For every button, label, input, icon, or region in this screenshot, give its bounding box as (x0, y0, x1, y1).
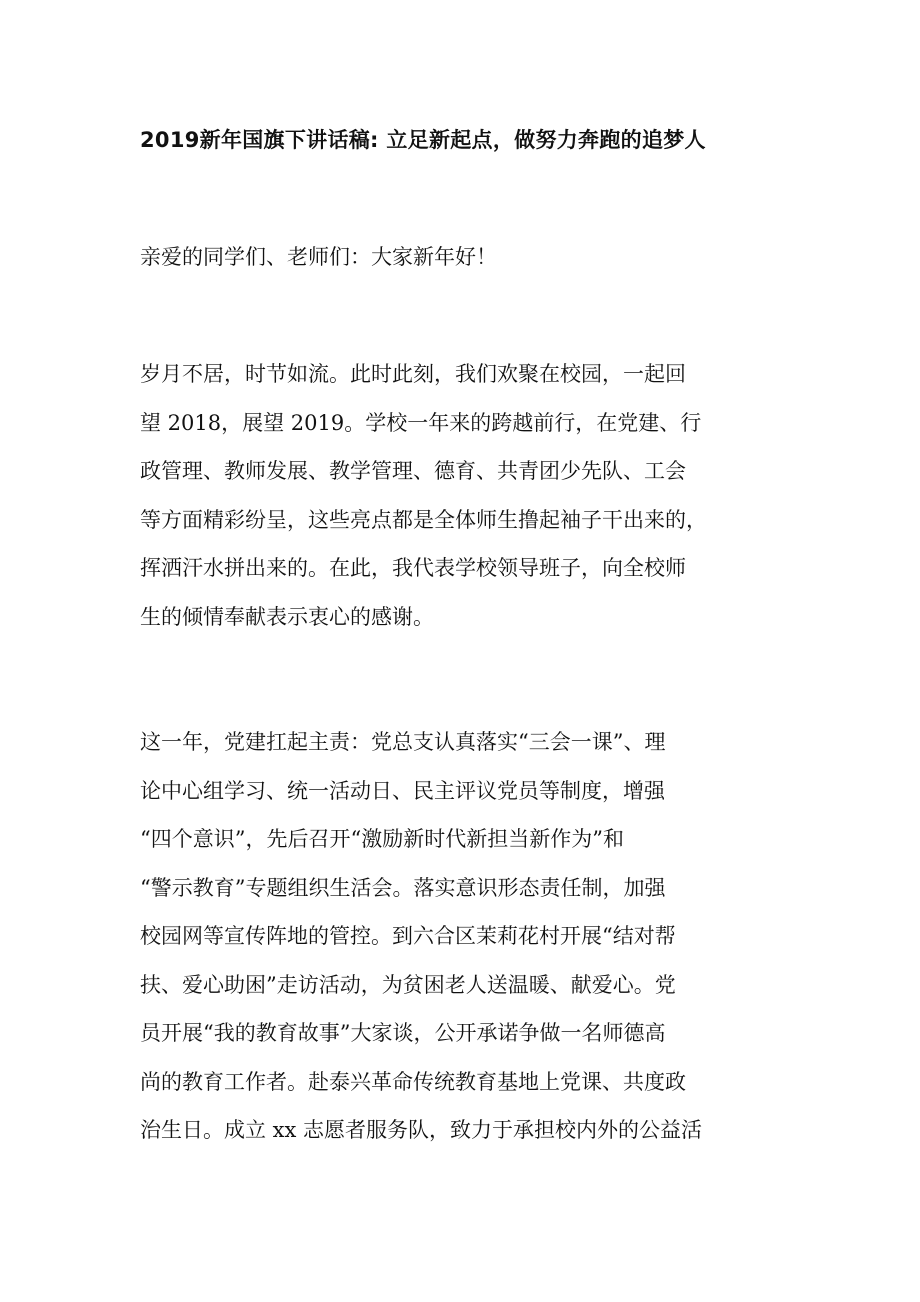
paragraph-line: 校园网等宣传阵地的管控。到六合区茉莉花村开展“结对帮 (140, 924, 676, 948)
paragraph-1 (140, 350, 785, 641)
paragraph-line: “四个意识”，先后召开“激励新时代新担当新作为”和 (140, 827, 624, 851)
paragraph-line: 员开展“我的教育故事”大家谈，公开承诺争做一名师德高 (140, 1021, 666, 1045)
paragraph-line: 政管理、教师发展、教学管理、德育、共青团少先队、工会 (140, 459, 686, 483)
paragraph-line: 生的倾情奉献表示衷心的感谢。 (140, 604, 434, 629)
paragraph-line: 这一年，党建扛起主责：党总支认真落实“三会一课”、理 (140, 730, 666, 754)
paragraph-line: 挥洒汗水拼出来的。在此，我代表学校领导班子，向全校师 (140, 556, 686, 580)
paragraph-line: 论中心组学习、统一活动日、民主评议党员等制度，增强 (140, 778, 665, 803)
paragraph-line: 治生日。成立 xx 志愿者服务队，致力于承担校内外的公益活 (140, 1118, 703, 1142)
paragraph-line: 扶、爱心助困”走访活动，为贫困老人送温暖、献爱心。党 (140, 972, 676, 997)
paragraph-line: “警示教育”专题组织生活会。落实意识形态责任制，加强 (140, 875, 666, 900)
paragraph-line: 望 2018，展望 2019。学校一年来的跨越前行，在党建、行 (140, 410, 702, 435)
greeting-line: 亲爱的同学们、老师们：大家新年好！ (140, 245, 497, 269)
paragraph-line: 岁月不居，时节如流。此时此刻，我们欢聚在校园，一起回 (140, 362, 686, 386)
paragraph-line: 等方面精彩纷呈，这些亮点都是全体师生撸起袖子干出来的， (140, 507, 707, 532)
paragraph-2 (140, 718, 785, 1155)
paragraph-line: 尚的教育工作者。赴泰兴革命传统教育基地上党课、共度政 (140, 1069, 686, 1094)
document-title: 2019新年国旗下讲话稿: 立足新起点，做努力奔跑的追梦人 (140, 128, 706, 152)
